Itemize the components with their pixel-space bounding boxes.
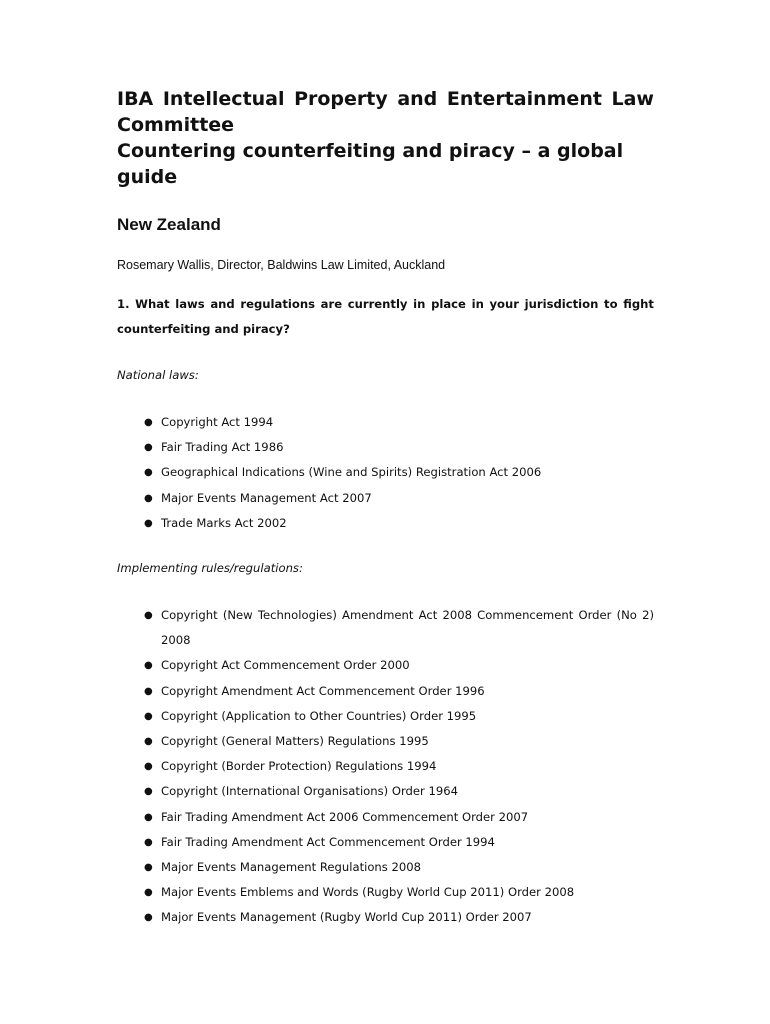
list-item: ● Copyright (General Matters) Regulations 1995: [117, 729, 654, 754]
title-word: Property: [294, 88, 388, 110]
bullet-icon: ●: [144, 761, 153, 773]
bullet-icon: ●: [144, 710, 153, 722]
list-item: ● Fair Trading Amendment Act 2006 Commencement Order 2007: [117, 805, 654, 830]
question-word: fight: [623, 297, 654, 311]
national-laws-list: [117, 410, 654, 536]
question-word: currently: [347, 297, 408, 311]
question-word: your: [489, 297, 519, 311]
question-word: place: [431, 297, 466, 311]
bullet-icon: ●: [144, 660, 153, 672]
author-line: Rosemary Wallis, Director, Baldwins Law Limited, Auckland: [117, 258, 446, 272]
list-item: ● Fair Trading Act 1986: [117, 435, 654, 460]
list-item: ● Major Events Management Regulations 2008: [117, 855, 654, 880]
list-item: ● Major Events Emblems and Words (Rugby World Cup 2011) Order 2008: [117, 880, 654, 905]
list-item: ● Fair Trading Amendment Act Commencement Order 1994: [117, 830, 654, 855]
list-item: ● Trade Marks Act 2002: [117, 511, 654, 536]
bullet-icon: ●: [144, 862, 153, 874]
title-word: Law: [611, 88, 654, 110]
question-word: to: [604, 297, 618, 311]
title-word: Intellectual: [162, 88, 285, 110]
question-word: What: [135, 297, 170, 311]
title-line-2: Committee: [117, 114, 235, 136]
question-word: in: [471, 297, 484, 311]
bullet-icon: ●: [144, 736, 153, 748]
document-page: [117, 86, 654, 931]
list-item: ● Major Events Management (Rugby World Cup 2011) Order 2007: [117, 905, 654, 930]
bullet-icon: ●: [144, 492, 153, 504]
list-item: ● Major Events Management Act 2007: [117, 486, 654, 511]
bullet-icon: ●: [144, 836, 153, 848]
question-word: in: [413, 297, 426, 311]
question-1: [117, 292, 654, 342]
bullet-icon: ●: [144, 887, 153, 899]
question-word: and: [210, 297, 235, 311]
bullet-icon: ●: [144, 685, 153, 697]
title-line-3: Countering counterfeiting and piracy – a global guide: [117, 140, 624, 188]
bullet-icon: ●: [144, 417, 153, 428]
document-title: [117, 86, 654, 190]
list-item: ● Copyright Amendment Act Commencement Order 1996: [117, 679, 654, 704]
question-word: 1.: [117, 297, 130, 311]
bullet-icon: ●: [144, 442, 153, 454]
bullet-icon: ●: [144, 467, 153, 479]
bullet-icon: ●: [144, 912, 153, 924]
bullet-icon: ●: [144, 517, 153, 529]
list-item: ● Copyright (International Organisations) Order 1964: [117, 779, 654, 804]
title-word: Entertainment: [446, 88, 602, 110]
bullet-icon: ●: [144, 811, 153, 823]
implementing-rules-list: [117, 603, 654, 931]
question-word: are: [320, 297, 343, 311]
title-word: IBA: [117, 88, 154, 110]
bullet-icon: ●: [144, 610, 153, 622]
national-laws-label: National laws:: [117, 368, 199, 382]
list-item: ● Copyright (New Technologies) Amendment Act 2008 Commencement Order (No 2) 2008: [117, 603, 654, 653]
list-item: ● Copyright (Border Protection) Regulations 1994: [117, 754, 654, 779]
question-word: jurisdiction: [524, 297, 599, 311]
country-heading: New Zealand: [117, 215, 221, 234]
question-line-1: [117, 292, 654, 317]
list-item: ● Copyright Act Commencement Order 2000: [117, 653, 654, 678]
bullet-icon: ●: [144, 786, 153, 798]
list-item: ● Copyright (Application to Other Countries) Order 1995: [117, 704, 654, 729]
question-word: laws: [175, 297, 205, 311]
implementing-rules-label: Implementing rules/regulations:: [117, 561, 303, 576]
question-line-2: counterfeiting and piracy?: [117, 322, 290, 336]
list-item: ● Geographical Indications (Wine and Spirits) Registration Act 2006: [117, 460, 654, 485]
list-item: ● Copyright Act 1994: [117, 410, 654, 435]
title-word: and: [397, 88, 438, 110]
title-line-1: [117, 86, 654, 112]
question-word: regulations: [240, 297, 315, 311]
